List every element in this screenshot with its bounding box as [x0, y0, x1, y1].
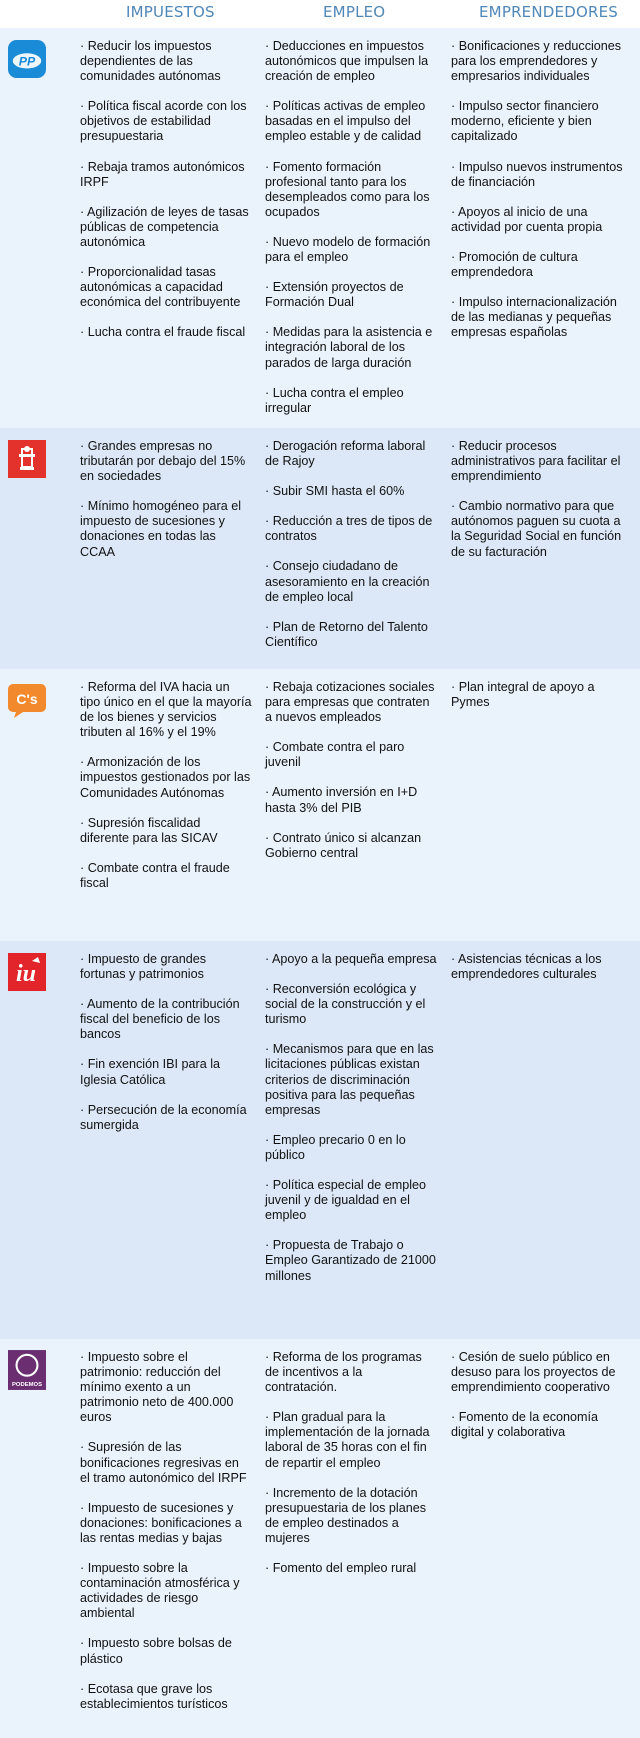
list-item: · Extensión proyectos de Formación Dual [265, 280, 404, 310]
cs-empleo [265, 680, 437, 876]
list-item: · Política fiscal acorde con los objetivos de estabilidad presupuestaria [80, 99, 247, 144]
list-item: · Aumento de la contribución fiscal del beneficio de los bancos [80, 997, 240, 1042]
cs-emprendedores [451, 680, 627, 725]
list-item: · Armonización de los impuestos gestionados por las Comunidades Autónomas [80, 755, 251, 800]
psoe-impuestos [80, 439, 252, 575]
list-item: · Fomento de la economía digital y colaborativa [451, 1410, 599, 1440]
list-item: · Promoción de cultura emprendedora [451, 249, 578, 280]
list-item: · Plan gradual para la implementación de la jornada laboral de 35 horas con el fin de repartir el empleo [265, 1410, 430, 1470]
header-impuestos: IMPUESTOS [126, 3, 215, 21]
podemos-impuestos [80, 1350, 252, 1727]
list-item: · Proporcionalidad tasas autonómicas a capacidad económica del contribuyente [80, 265, 241, 310]
pp-impuestos [80, 39, 252, 355]
list-item: · Lucha contra el empleo irregular [265, 385, 404, 415]
pp-empleo [265, 39, 437, 428]
list-item: · Plan de Retorno del Talento Científico [265, 619, 428, 649]
iu-emprendedores [451, 952, 627, 997]
list-item: · Propuesta de Trabajo o Empleo Garantizado de 21000 millones [265, 1238, 436, 1283]
list-item: · Apoyos al inicio de una actividad por cuenta propia [451, 204, 603, 234]
list-item: · Supresión de las bonificaciones regresivas en el tramo autonómico del IRPF [80, 1440, 247, 1485]
list-item: · Subir SMI hasta el 60% [265, 484, 405, 499]
iu-logo-icon [8, 953, 46, 991]
list-item: · Impuesto sobre la contaminación atmosférica y actividades de riesgo ambiental [80, 1561, 240, 1621]
ciudadanos-logo-icon [8, 681, 46, 719]
list-item: · Impuesto de grandes fortunas y patrimonios [80, 952, 207, 982]
party-row-psoe [0, 428, 640, 669]
podemos-emprendedores [451, 1350, 627, 1455]
list-item: · Combate contra el fraude fiscal [80, 860, 230, 890]
list-item: · Rebaja tramos autonómicos IRPF [80, 159, 245, 189]
list-item: · Plan integral de apoyo a Pymes [451, 680, 595, 710]
table-header [0, 0, 640, 28]
list-item: · Consejo ciudadano de asesoramiento en la creación de empleo local [265, 559, 430, 604]
party-row-ciudadanos [0, 669, 640, 941]
svg-text:PP: PP [18, 54, 36, 69]
iu-empleo [265, 952, 437, 1299]
list-item: · Rebaja cotizaciones sociales para empresas que contraten a nuevos empleados [265, 680, 435, 725]
svg-text:iu: iu [15, 961, 37, 987]
list-item: · Asistencias técnicas a los emprendedores culturales [451, 952, 602, 982]
list-item: · Política especial de empleo juvenil y de igualdad en el empleo [265, 1178, 427, 1223]
psoe-logo-icon [8, 440, 46, 478]
list-item: · Cesión de suelo público en desuso para los proyectos de emprendimiento cooperativo [451, 1350, 616, 1395]
list-item: · Reconversión ecológica y social de la construcción y el turismo [265, 982, 426, 1027]
list-item: · Mecanismos para que en las licitaciones públicas existan criterios de discriminación positiva para las pequeñas empresas [265, 1042, 434, 1117]
list-item: · Impulso sector financiero moderno, eficiente y bien capitalizado [451, 99, 599, 144]
pp-emprendedores [451, 39, 627, 355]
list-item: · Apoyo a la pequeña empresa [265, 952, 437, 966]
list-item: · Agilización de leyes de tasas públicas de competencia autonómica [80, 204, 249, 249]
iu-impuestos [80, 952, 252, 1148]
list-item: · Reforma del IVA hacia un tipo único en el que la mayoría de los bienes y servicios tributen al 16% y el 19% [80, 680, 252, 740]
pp-logo-icon [8, 40, 46, 78]
svg-text:C's: C's [16, 691, 38, 707]
list-item: · Impuesto sobre el patrimonio: reducción del mínimo exento a un patrimonio neto de 400.000 euros [80, 1350, 234, 1425]
list-item: · Lucha contra el fraude fiscal [80, 325, 246, 340]
list-item: · Supresión fiscalidad diferente para las SICAV [80, 815, 218, 845]
party-row-podemos [0, 1339, 640, 1738]
list-item: · Combate contra el paro juvenil [265, 740, 405, 770]
list-item: · Fomento del empleo rural [265, 1561, 417, 1576]
list-item: · Persecución de la economía sumergida [80, 1102, 247, 1132]
list-item: · Políticas activas de empleo basadas en el impulso del empleo estable y de calidad [265, 99, 426, 144]
list-item: · Contrato único si alcanzan Gobierno central [265, 830, 422, 860]
psoe-emprendedores [451, 439, 627, 575]
list-item: · Reducción a tres de tipos de contratos [265, 514, 433, 544]
list-item: · Derogación reforma laboral de Rajoy [265, 439, 426, 469]
podemos-logo-icon [8, 1349, 46, 1391]
header-empleo: EMPLEO [323, 3, 386, 21]
party-row-iu [0, 941, 640, 1339]
podemos-empleo [265, 1350, 437, 1591]
header-emprendedores: EMPRENDEDORES [479, 3, 618, 21]
list-item: · Ecotasa que grave los establecimientos turísticos [80, 1681, 228, 1711]
list-item: · Impulso nuevos instrumentos de financiación [451, 159, 623, 189]
list-item: · Cambio normativo para que autónomos paguen su cuota a la Seguridad Social en función de su facturación [451, 499, 622, 559]
list-item: · Impuesto de sucesiones y donaciones: bonificaciones a las rentas medias y bajas [80, 1500, 242, 1545]
list-item: · Fin exención IBI para la Iglesia Católica [80, 1057, 221, 1087]
list-item: · Reforma de los programas de incentivos a la contratación. [265, 1350, 422, 1395]
list-item: · Reducir procesos administrativos para facilitar el emprendimiento [451, 439, 621, 484]
list-item: · Fomento formación profesional tanto para los desempleados como para los ocupados [265, 159, 430, 219]
list-item: · Reducir los impuestos dependientes de las comunidades autónomas [80, 39, 221, 84]
psoe-empleo [265, 439, 437, 665]
list-item: · Deducciones en impuestos autonómicos que impulsen la creación de empleo [265, 39, 429, 84]
list-item: · Mínimo homogéneo para el impuesto de sucesiones y donaciones en todas las CCAA [80, 499, 242, 559]
list-item: · Impulso internacionalización de las medianas y pequeñas empresas españolas [451, 295, 617, 340]
svg-text:PODEMOS: PODEMOS [11, 1382, 43, 1389]
list-item: · Grandes empresas no tributarán por debajo del 15% en sociedades [80, 439, 246, 484]
party-row-pp [0, 28, 640, 428]
cs-impuestos [80, 680, 252, 906]
list-item: · Empleo precario 0 en lo público [265, 1132, 406, 1162]
list-item: · Nuevo modelo de formación para el empleo [265, 234, 431, 265]
list-item: · Impuesto sobre bolsas de plástico [80, 1636, 232, 1666]
list-item: · Incremento de la dotación presupuestaria de los planes de empleo destinados a mujeres [265, 1485, 427, 1545]
list-item: · Medidas para la asistencia e integración laboral de los parados de larga duración [265, 325, 433, 370]
list-item: · Bonificaciones y reducciones para los emprendedores y empresarios individuales [451, 39, 622, 84]
list-item: · Aumento inversión en I+D hasta 3% del PIB [265, 785, 418, 815]
